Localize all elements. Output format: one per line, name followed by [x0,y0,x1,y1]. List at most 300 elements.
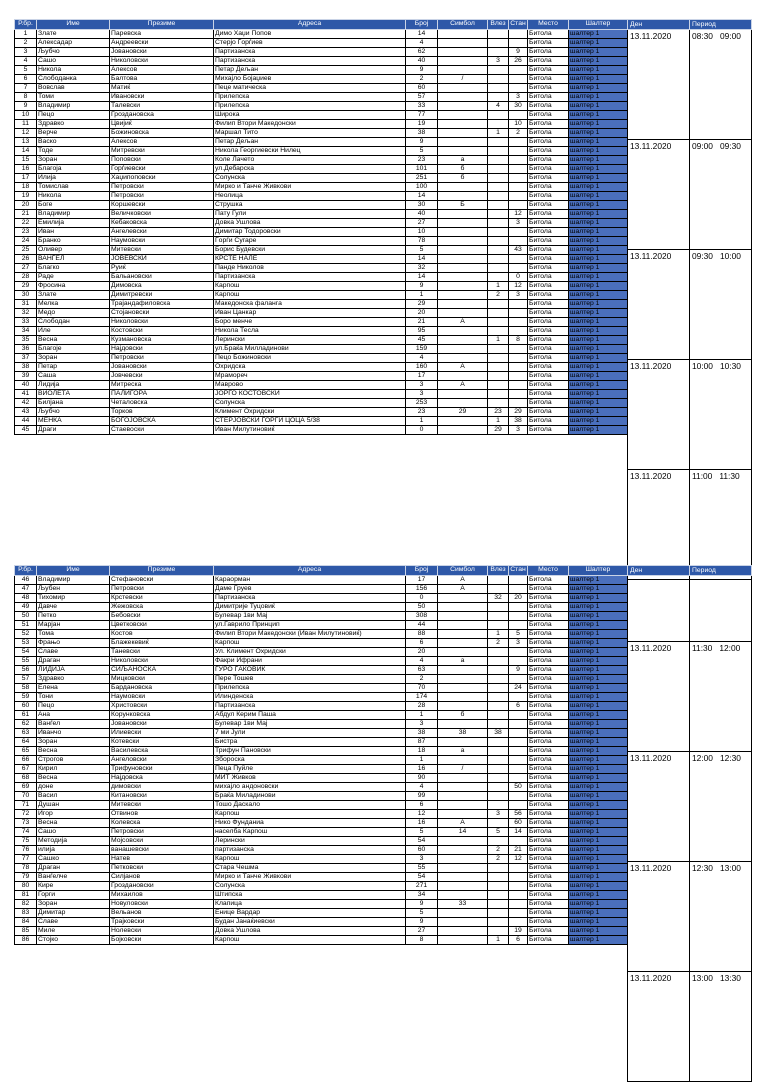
symbol-cell [438,183,488,192]
symbol-cell [438,39,488,48]
symbol-cell [438,693,488,702]
first-name-cell: Злате [37,30,110,39]
last-name-cell: Василевска [110,747,214,756]
period-start: 08:30 [692,31,713,41]
period-start: 10:00 [692,361,713,371]
entrance-cell [488,693,509,702]
counter-cell: шалтер 1 [569,138,628,147]
apartment-cell [509,729,528,738]
house-number-cell: 70 [406,684,438,693]
period-header: Период [690,20,752,30]
first-name-cell: Благоја [37,165,110,174]
row-number-cell: 74 [15,828,37,837]
address-cell: Пеце матическа [214,84,406,93]
schedule-row [628,972,752,1082]
house-number-cell: 55 [406,864,438,873]
last-name-cell: Петровски [110,585,214,594]
first-name-cell: Зоран [37,738,110,747]
symbol-cell [438,426,488,435]
entrance-cell [488,612,509,621]
schedule-day-cell [628,752,690,862]
counter-cell: шалтер 1 [569,882,628,891]
entrance-cell [488,156,509,165]
counter-cell: шалтер 1 [569,927,628,936]
counter-cell: шалтер 1 [569,864,628,873]
apartment-cell [509,390,528,399]
row-number-cell: 7 [15,84,37,93]
day-header: Ден [628,566,690,576]
first-name-cell: Ванѓелче [37,873,110,882]
schedule-period-cell [690,972,752,1082]
column-header-row-number: Р.бр. [15,20,37,30]
symbol-cell: а [438,156,488,165]
address-cell: Ул. Климент Охридски [214,648,406,657]
row-number-cell: 38 [15,363,37,372]
house-number-cell: 9 [406,138,438,147]
last-name-cell: Бальановски [110,273,214,282]
schedule-period-cell [690,862,752,972]
address-cell: Тошо Даскало [214,801,406,810]
entrance-cell [488,720,509,729]
symbol-cell [438,417,488,426]
symbol-cell: б [438,174,488,183]
period-start: 12:00 [692,753,713,763]
place-cell: Битола [528,594,569,603]
schedule-period-cell [690,30,752,140]
last-name-cell: Петковски [110,864,214,873]
apartment-cell: 29 [509,408,528,417]
counter-cell: шалтер 1 [569,345,628,354]
row-number-cell: 63 [15,729,37,738]
symbol-cell [438,129,488,138]
entrance-cell [488,327,509,336]
apartment-cell [509,345,528,354]
period-end: 09:30 [719,141,741,151]
entrance-cell [488,192,509,201]
symbol-cell: 33 [438,900,488,909]
entrance-cell [488,111,509,120]
first-name-cell: Илија [37,174,110,183]
apartment-cell [509,882,528,891]
row-number-cell: 29 [15,282,37,291]
entrance-cell: 1 [488,282,509,291]
counter-cell: шалтер 1 [569,390,628,399]
place-cell: Битола [528,576,569,585]
symbol-cell: / [438,75,488,84]
address-cell: Димитар Тодоровски [214,228,406,237]
first-name-cell: Методија [37,837,110,846]
first-name-cell: Васил [37,792,110,801]
address-cell: Трифун Пановски [214,747,406,756]
apartment-cell [509,165,528,174]
address-cell: Енице Вардар [214,909,406,918]
place-cell: Битола [528,720,569,729]
symbol-cell: 38 [438,729,488,738]
period-end: 11:30 [719,471,740,481]
row-number-cell: 17 [15,174,37,183]
address-cell: Браќа Миладинови [214,792,406,801]
schedule-period-cell [690,752,752,862]
last-name-cell: Христовски [110,702,214,711]
apartment-cell [509,918,528,927]
apartment-cell [509,900,528,909]
schedule-row [628,752,752,862]
column-header-counter: Шалтер [569,566,628,576]
schedule-period-cell [690,470,752,580]
counter-cell: шалтер 1 [569,774,628,783]
house-number-cell: 63 [406,666,438,675]
table-row [15,738,628,747]
place-cell: Битола [528,399,569,408]
symbol-cell [438,273,488,282]
first-name-cell: Фросина [37,282,110,291]
counter-cell: шалтер 1 [569,174,628,183]
table-row [15,828,628,837]
address-cell: Лерински [214,336,406,345]
first-name-cell: доне [37,783,110,792]
first-name-cell: илија [37,846,110,855]
schedule-day-cell [628,30,690,140]
table-row [15,846,628,855]
first-name-cell: Владимир [37,102,110,111]
house-number-cell: 4 [406,783,438,792]
entrance-cell [488,738,509,747]
apartment-cell: 3 [509,426,528,435]
row-number-cell: 39 [15,372,37,381]
entrance-cell [488,684,509,693]
apartment-cell: 3 [509,93,528,102]
house-number-cell: 4 [406,657,438,666]
table-row [15,381,628,390]
row-number-cell: 52 [15,630,37,639]
house-number-cell: 21 [406,318,438,327]
table-row [15,576,628,585]
table-row [15,102,628,111]
last-name-cell: Костовски [110,327,214,336]
schedule-row [628,140,752,250]
house-number-cell: 14 [406,30,438,39]
apartment-cell [509,327,528,336]
house-number-cell: 160 [406,363,438,372]
period-end: 12:00 [719,643,741,653]
period-end: 09:00 [719,31,741,41]
place-cell: Битола [528,882,569,891]
address-cell: Илинденска [214,693,406,702]
schedule-day: 13.11.2020 [630,251,672,261]
table-row [15,882,628,891]
symbol-cell [438,111,488,120]
symbol-cell: б [438,165,488,174]
address-cell: Петар Дељан [214,66,406,75]
column-header-place: Место [528,566,569,576]
house-number-cell: 16 [406,765,438,774]
table-row [15,273,628,282]
counter-cell: шалтер 1 [569,183,628,192]
counter-cell: шалтер 1 [569,201,628,210]
counter-cell: шалтер 1 [569,756,628,765]
entrance-cell: 2 [488,639,509,648]
first-name-cell: Драган [37,657,110,666]
place-cell: Битола [528,666,569,675]
symbol-cell: / [438,765,488,774]
symbol-cell [438,756,488,765]
apartment-cell [509,300,528,309]
entrance-cell [488,165,509,174]
table-row [15,228,628,237]
schedule-period-cell [690,642,752,752]
last-name-cell: Илиевски [110,729,214,738]
schedule-row [628,642,752,752]
table-row [15,747,628,756]
place-cell: Битола [528,936,569,945]
entrance-cell [488,174,509,183]
address-cell: Иван Цанкар [214,309,406,318]
first-name-cell: Пецо [37,111,110,120]
place-cell: Битола [528,693,569,702]
first-name-cell: Здравко [37,675,110,684]
entrance-cell [488,666,509,675]
address-cell: Карпош [214,282,406,291]
symbol-cell [438,855,488,864]
table-row [15,585,628,594]
first-name-cell: Елена [37,684,110,693]
symbol-cell: А [438,576,488,585]
entrance-cell [488,381,509,390]
place-cell: Битола [528,648,569,657]
symbol-cell [438,648,488,657]
apartment-cell [509,603,528,612]
row-number-cell: 13 [15,138,37,147]
table-row [15,174,628,183]
schedule-day-cell [628,642,690,752]
last-name-cell: Трифуновски [110,765,214,774]
row-number-cell: 8 [15,93,37,102]
schedule-day: 13.11.2020 [630,141,672,151]
place-cell: Битола [528,309,569,318]
symbol-cell [438,666,488,675]
place-cell: Битола [528,621,569,630]
counter-cell: шалтер 1 [569,846,628,855]
counter-cell: шалтер 1 [569,936,628,945]
row-number-cell: 24 [15,237,37,246]
house-number-cell: 57 [406,93,438,102]
apartment-cell [509,147,528,156]
place-cell: Битола [528,828,569,837]
entrance-cell: 3 [488,810,509,819]
counter-cell: шалтер 1 [569,102,628,111]
entrance-cell [488,675,509,684]
table-row [15,756,628,765]
apartment-cell: 26 [509,57,528,66]
apartment-cell [509,720,528,729]
entrance-cell [488,774,509,783]
column-header-last-name: Презиме [110,20,214,30]
apartment-cell [509,864,528,873]
last-name-cell: Паревска [110,30,214,39]
apartment-cell [509,363,528,372]
entrance-cell [488,918,509,927]
table-row [15,39,628,48]
address-cell: Македонска фаланга [214,300,406,309]
column-header-house-number: Број [406,566,438,576]
period-end: 10:30 [719,361,741,371]
row-number-cell: 69 [15,783,37,792]
symbol-cell [438,372,488,381]
row-number-cell: 70 [15,792,37,801]
apartment-cell [509,657,528,666]
address-cell: Пере Тошев [214,675,406,684]
last-name-cell: ЈОВЕВСКИ [110,255,214,264]
place-cell: Битола [528,75,569,84]
apartment-cell [509,399,528,408]
row-number-cell: 58 [15,684,37,693]
entrance-cell [488,219,509,228]
period-end: 10:00 [719,251,741,261]
period-end: 12:30 [719,753,741,763]
place-cell: Битола [528,30,569,39]
first-name-cell: Сашо [37,828,110,837]
entrance-cell [488,390,509,399]
address-cell: Филип Втори Македонски [214,120,406,129]
apartment-cell [509,738,528,747]
place-cell: Битола [528,639,569,648]
period-start: 09:00 [692,141,713,151]
place-cell: Битола [528,756,569,765]
house-number-cell: 19 [406,120,438,129]
apartment-cell [509,75,528,84]
row-number-cell: 61 [15,711,37,720]
symbol-cell [438,594,488,603]
place-cell: Битола [528,291,569,300]
place-cell: Битола [528,138,569,147]
counter-cell: шалтер 1 [569,711,628,720]
entrance-cell [488,120,509,129]
counter-cell: шалтер 1 [569,291,628,300]
column-header-first-name: Име [37,566,110,576]
apartment-cell: 2 [509,129,528,138]
counter-cell: шалтер 1 [569,300,628,309]
apartment-cell [509,174,528,183]
apartment-cell: 14 [509,828,528,837]
apartment-cell [509,381,528,390]
first-name-cell: Стојко [37,936,110,945]
apartment-cell: 56 [509,810,528,819]
entrance-cell [488,48,509,57]
symbol-cell: А [438,363,488,372]
apartment-cell: 30 [509,102,528,111]
table-row [15,255,628,264]
house-number-cell: 5 [406,246,438,255]
place-cell: Битола [528,657,569,666]
counter-cell: шалтер 1 [569,612,628,621]
last-name-cell: Силјанов [110,873,214,882]
place-cell: Битола [528,747,569,756]
table-row [15,891,628,900]
counter-cell: шалтер 1 [569,57,628,66]
row-number-cell: 26 [15,255,37,264]
address-cell: Клапица [214,900,406,909]
place-cell: Битола [528,702,569,711]
symbol-cell [438,927,488,936]
row-number-cell: 10 [15,111,37,120]
schedule-table-2 [627,565,752,1082]
counter-cell: шалтер 1 [569,621,628,630]
last-name-cell: Таневски [110,648,214,657]
apartment-cell: 3 [509,291,528,300]
entrance-cell [488,882,509,891]
table-row [15,864,628,873]
entrance-cell [488,264,509,273]
counter-cell: шалтер 1 [569,399,628,408]
counter-cell: шалтер 1 [569,900,628,909]
row-number-cell: 48 [15,594,37,603]
row-number-cell: 50 [15,612,37,621]
house-number-cell: 32 [406,264,438,273]
symbol-cell [438,792,488,801]
apartment-cell: 5 [509,630,528,639]
first-name-cell: Драги [37,426,110,435]
house-number-cell: 14 [406,255,438,264]
address-cell: Панде Николов [214,264,406,273]
symbol-cell: А [438,318,488,327]
first-name-cell: Марјан [37,621,110,630]
entrance-cell [488,648,509,657]
last-name-cell: Жежовска [110,603,214,612]
schedule-day: 13.11.2020 [630,863,672,873]
place-cell: Битола [528,165,569,174]
period-start: 11:30 [692,643,713,653]
last-name-cell: Јовановски [110,720,214,729]
first-name-cell: Никола [37,192,110,201]
place-cell: Битола [528,237,569,246]
apartment-cell [509,747,528,756]
entrance-cell [488,909,509,918]
address-cell: Лерински [214,837,406,846]
symbol-cell [438,354,488,363]
last-name-cell: Талевски [110,102,214,111]
place-cell: Битола [528,354,569,363]
table-row [15,666,628,675]
symbol-cell [438,327,488,336]
counter-cell: шалтер 1 [569,891,628,900]
first-name-cell: Томи [37,93,110,102]
first-name-cell: Давче [37,603,110,612]
place-cell: Битола [528,264,569,273]
row-number-cell: 79 [15,873,37,882]
table-row [15,711,628,720]
first-name-cell: Боге [37,201,110,210]
place-cell: Битола [528,228,569,237]
address-cell: Прилепска [214,102,406,111]
column-header-entrance: Влез [488,20,509,30]
house-number-cell: 23 [406,156,438,165]
row-number-cell: 21 [15,210,37,219]
apartment-cell [509,111,528,120]
apartment-cell [509,801,528,810]
table-row [15,426,628,435]
row-number-cell: 56 [15,666,37,675]
place-cell: Битола [528,282,569,291]
address-cell: 7 ми Јули [214,729,406,738]
last-name-cell: Димовска [110,282,214,291]
last-name-cell: Божиновска [110,129,214,138]
symbol-cell [438,309,488,318]
symbol-cell: 14 [438,828,488,837]
table-row [15,390,628,399]
apartment-cell [509,621,528,630]
apartment-cell [509,264,528,273]
table-row [15,192,628,201]
